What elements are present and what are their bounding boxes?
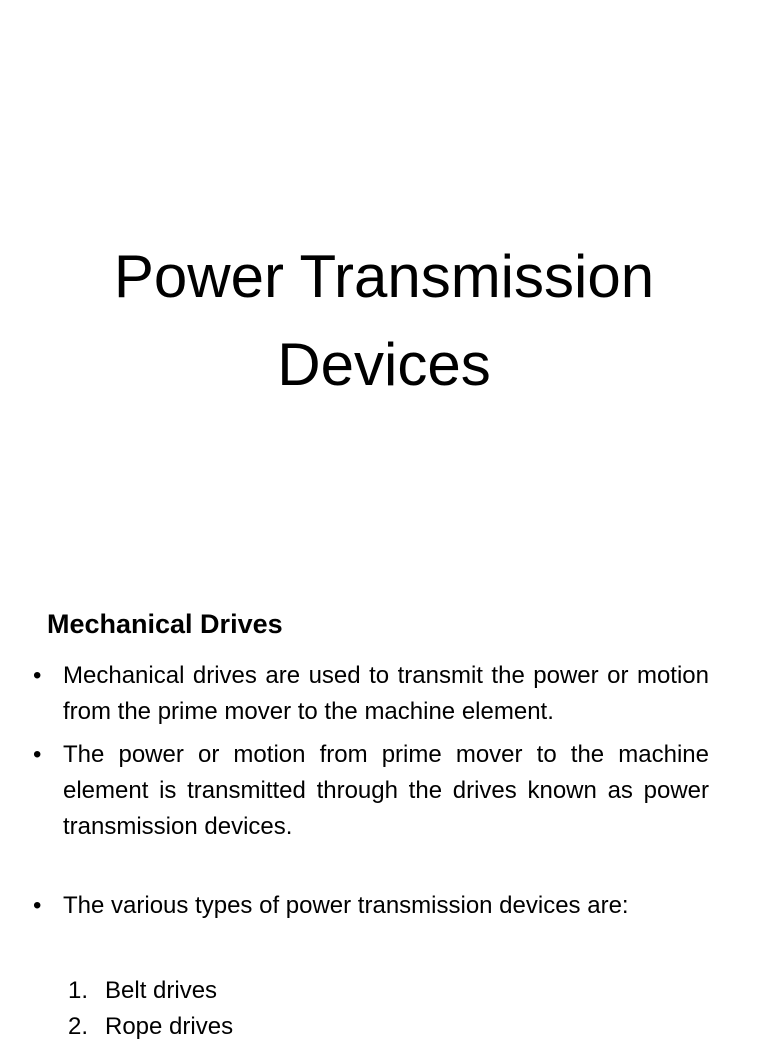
bullet-item: • Mechanical drives are used to transmit the power or motion from the prime mover to the machine element.: [63, 658, 709, 730]
item-number: 2.: [68, 1013, 89, 1040]
numbered-list: [0, 973, 768, 1045]
bullet-item: • The power or motion from prime mover to the machine element is transmitted through the drives known as power transmission devices.: [63, 737, 709, 845]
bullet-list: [0, 658, 768, 924]
bullet-item: • The various types of power transmission devices are:: [63, 888, 709, 924]
item-label: Belt drives: [105, 977, 218, 1004]
numbered-item: [0, 973, 768, 1009]
slide-title: [0, 233, 768, 409]
item-label: Rope drives: [105, 1013, 234, 1040]
slide-title-line-1: Power Transmission: [113, 243, 655, 311]
section-heading: Mechanical Drives: [47, 609, 283, 639]
numbered-item: [0, 1009, 768, 1045]
item-number: 1.: [68, 977, 89, 1004]
content-slide: [0, 576, 768, 1040]
slide-title-line-2: Devices: [277, 331, 491, 399]
